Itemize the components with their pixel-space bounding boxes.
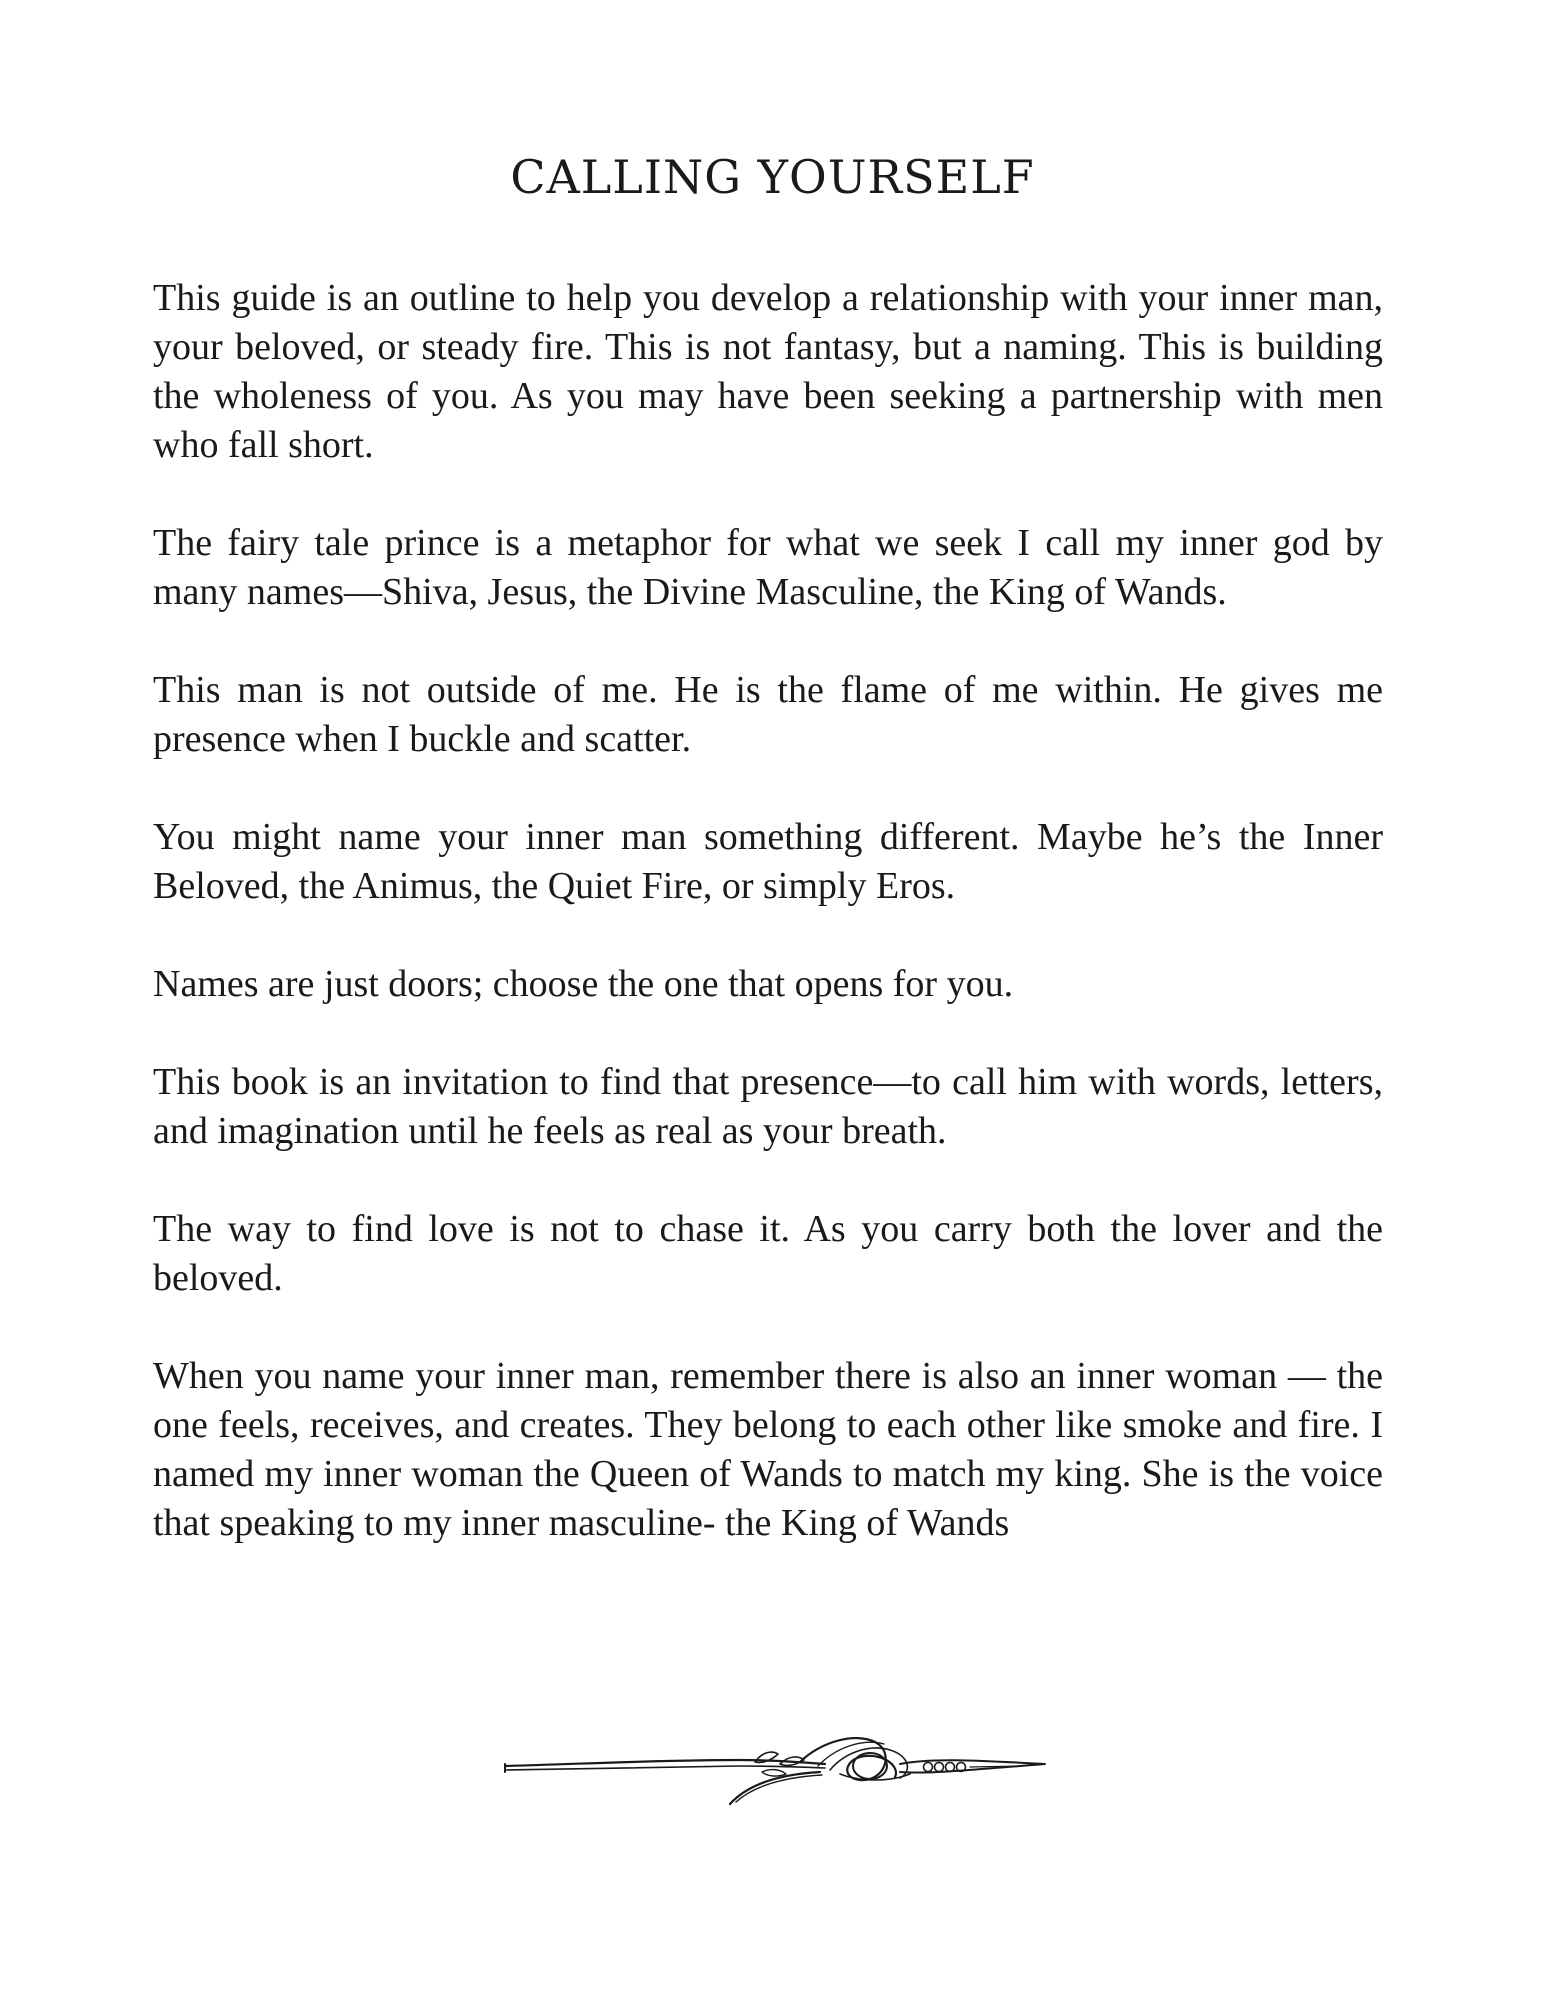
paragraph-1: This guide is an outline to help you develop a relationship with your inner man, your beloved, or steady fire. This is not fantasy, but a naming. This is building the wholeness of you. As you may have been seeking a partnership with men who fall short. bbox=[153, 277, 1383, 466]
paragraph-2: The fairy tale prince is a metaphor for what we seek I call my inner god by many names—Shiva, Jesus, the Divine Masculine, the King of Wands. bbox=[153, 522, 1383, 613]
paragraph-4: You might name your inner man something different. Maybe he’s the Inner Beloved, the Animus, the Quiet Fire, or simply Eros. bbox=[153, 816, 1383, 907]
paragraph-3: This man is not outside of me. He is the flame of me within. He gives me presence when I buckle and scatter. bbox=[153, 669, 1383, 760]
paragraph-5: Names are just doors; choose the one that opens for you. bbox=[153, 963, 1014, 1005]
wand-flourish-ornament-icon bbox=[500, 1722, 1050, 1812]
paragraph-6: This book is an invitation to find that presence—to call him with words, letters, and imagination until he feels as real as your breath. bbox=[153, 1061, 1383, 1152]
body-text bbox=[153, 274, 1383, 1548]
page-title: CALLING YOURSELF bbox=[510, 150, 1035, 204]
paragraph-7: The way to find love is not to chase it. As you carry both the lover and the beloved. bbox=[153, 1208, 1383, 1299]
paragraph-8: When you name your inner man, remember there is also an inner woman — the one feels, receives, and creates. They belong to each other like smoke and fire. I named my inner woman the Queen of Wands to match my king. She is the voice that speaking to my inner masculine- the King of Wands bbox=[153, 1355, 1383, 1544]
